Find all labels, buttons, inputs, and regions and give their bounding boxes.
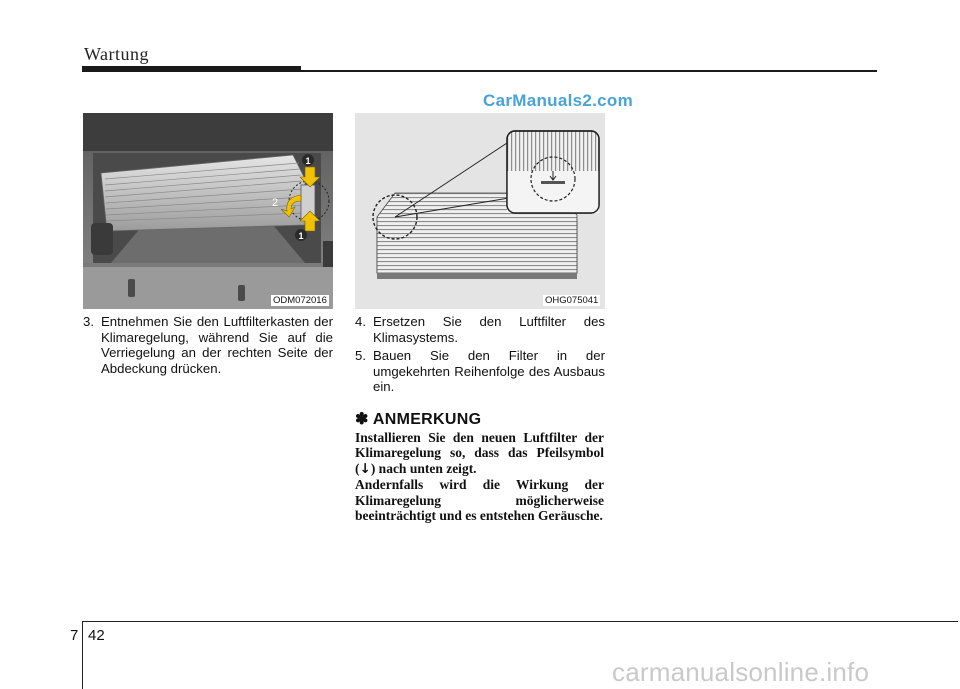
- callout-1-bottom: [295, 229, 307, 241]
- section-title: Wartung: [84, 44, 150, 64]
- figure-code: ODM072016: [273, 295, 327, 306]
- note-heading: ✽ ANMERKUNG: [355, 411, 482, 428]
- callout-2: [272, 197, 278, 209]
- watermark-top[interactable]: CarManuals2.com: [483, 91, 633, 110]
- down-arrow-icon: ↓: [359, 460, 371, 477]
- step-4: [355, 314, 605, 345]
- figure-filter-cartridge: [355, 113, 605, 309]
- footer-rule: [82, 621, 958, 622]
- step-number: 5.: [355, 348, 366, 364]
- step-number: 4.: [355, 314, 366, 329]
- header-rule-thick: [82, 66, 301, 72]
- note-body: [355, 430, 604, 523]
- watermark-bottom[interactable]: carmanualsonline.info: [612, 657, 870, 687]
- filter-cartridge-illustration: [355, 113, 605, 309]
- svg-text:1: 1: [305, 156, 311, 166]
- chapter-number: 7: [70, 627, 79, 644]
- svg-text:1: 1: [298, 231, 304, 241]
- note-paragraph-2: Andernfalls wird die Wirkung der Klimaregelung möglicherweise beeinträchtigt und es entstehen Geräusche.: [355, 477, 604, 524]
- step-number: 3.: [83, 314, 94, 329]
- step-text: Entnehmen Sie den Luftfilterkasten der Klimaregelung, während Sie auf die Verriegelung an der rechten Seite der Abdeckung drücken.: [101, 314, 333, 376]
- step-3: [83, 314, 333, 376]
- filter-housing-illustration: [83, 113, 333, 309]
- header-rule-thin: [301, 70, 877, 72]
- step-text: Ersetzen Sie den Luftfilter des Klimasystems.: [373, 314, 605, 345]
- svg-text:2: 2: [271, 197, 279, 209]
- step-text: Bauen Sie den Filter in der umgekehrten Reihenfolge des Ausbaus ein.: [373, 348, 605, 395]
- figure-filter-housing: [83, 113, 333, 309]
- instructions-left: [83, 314, 333, 379]
- callout-1-top: [302, 154, 314, 166]
- page-number: 42: [88, 627, 105, 644]
- instructions-right: [355, 314, 605, 398]
- step-5: [355, 348, 605, 395]
- note-paragraph-1: Installieren Sie den neuen Luftfilter der Klimaregelung so, dass das Pfeilsymbol (↓) nach unten zeigt.: [355, 430, 604, 477]
- note-symbol-icon: ✽: [355, 411, 369, 428]
- figure-code: OHG075041: [545, 295, 599, 306]
- footer-divider: [82, 622, 83, 689]
